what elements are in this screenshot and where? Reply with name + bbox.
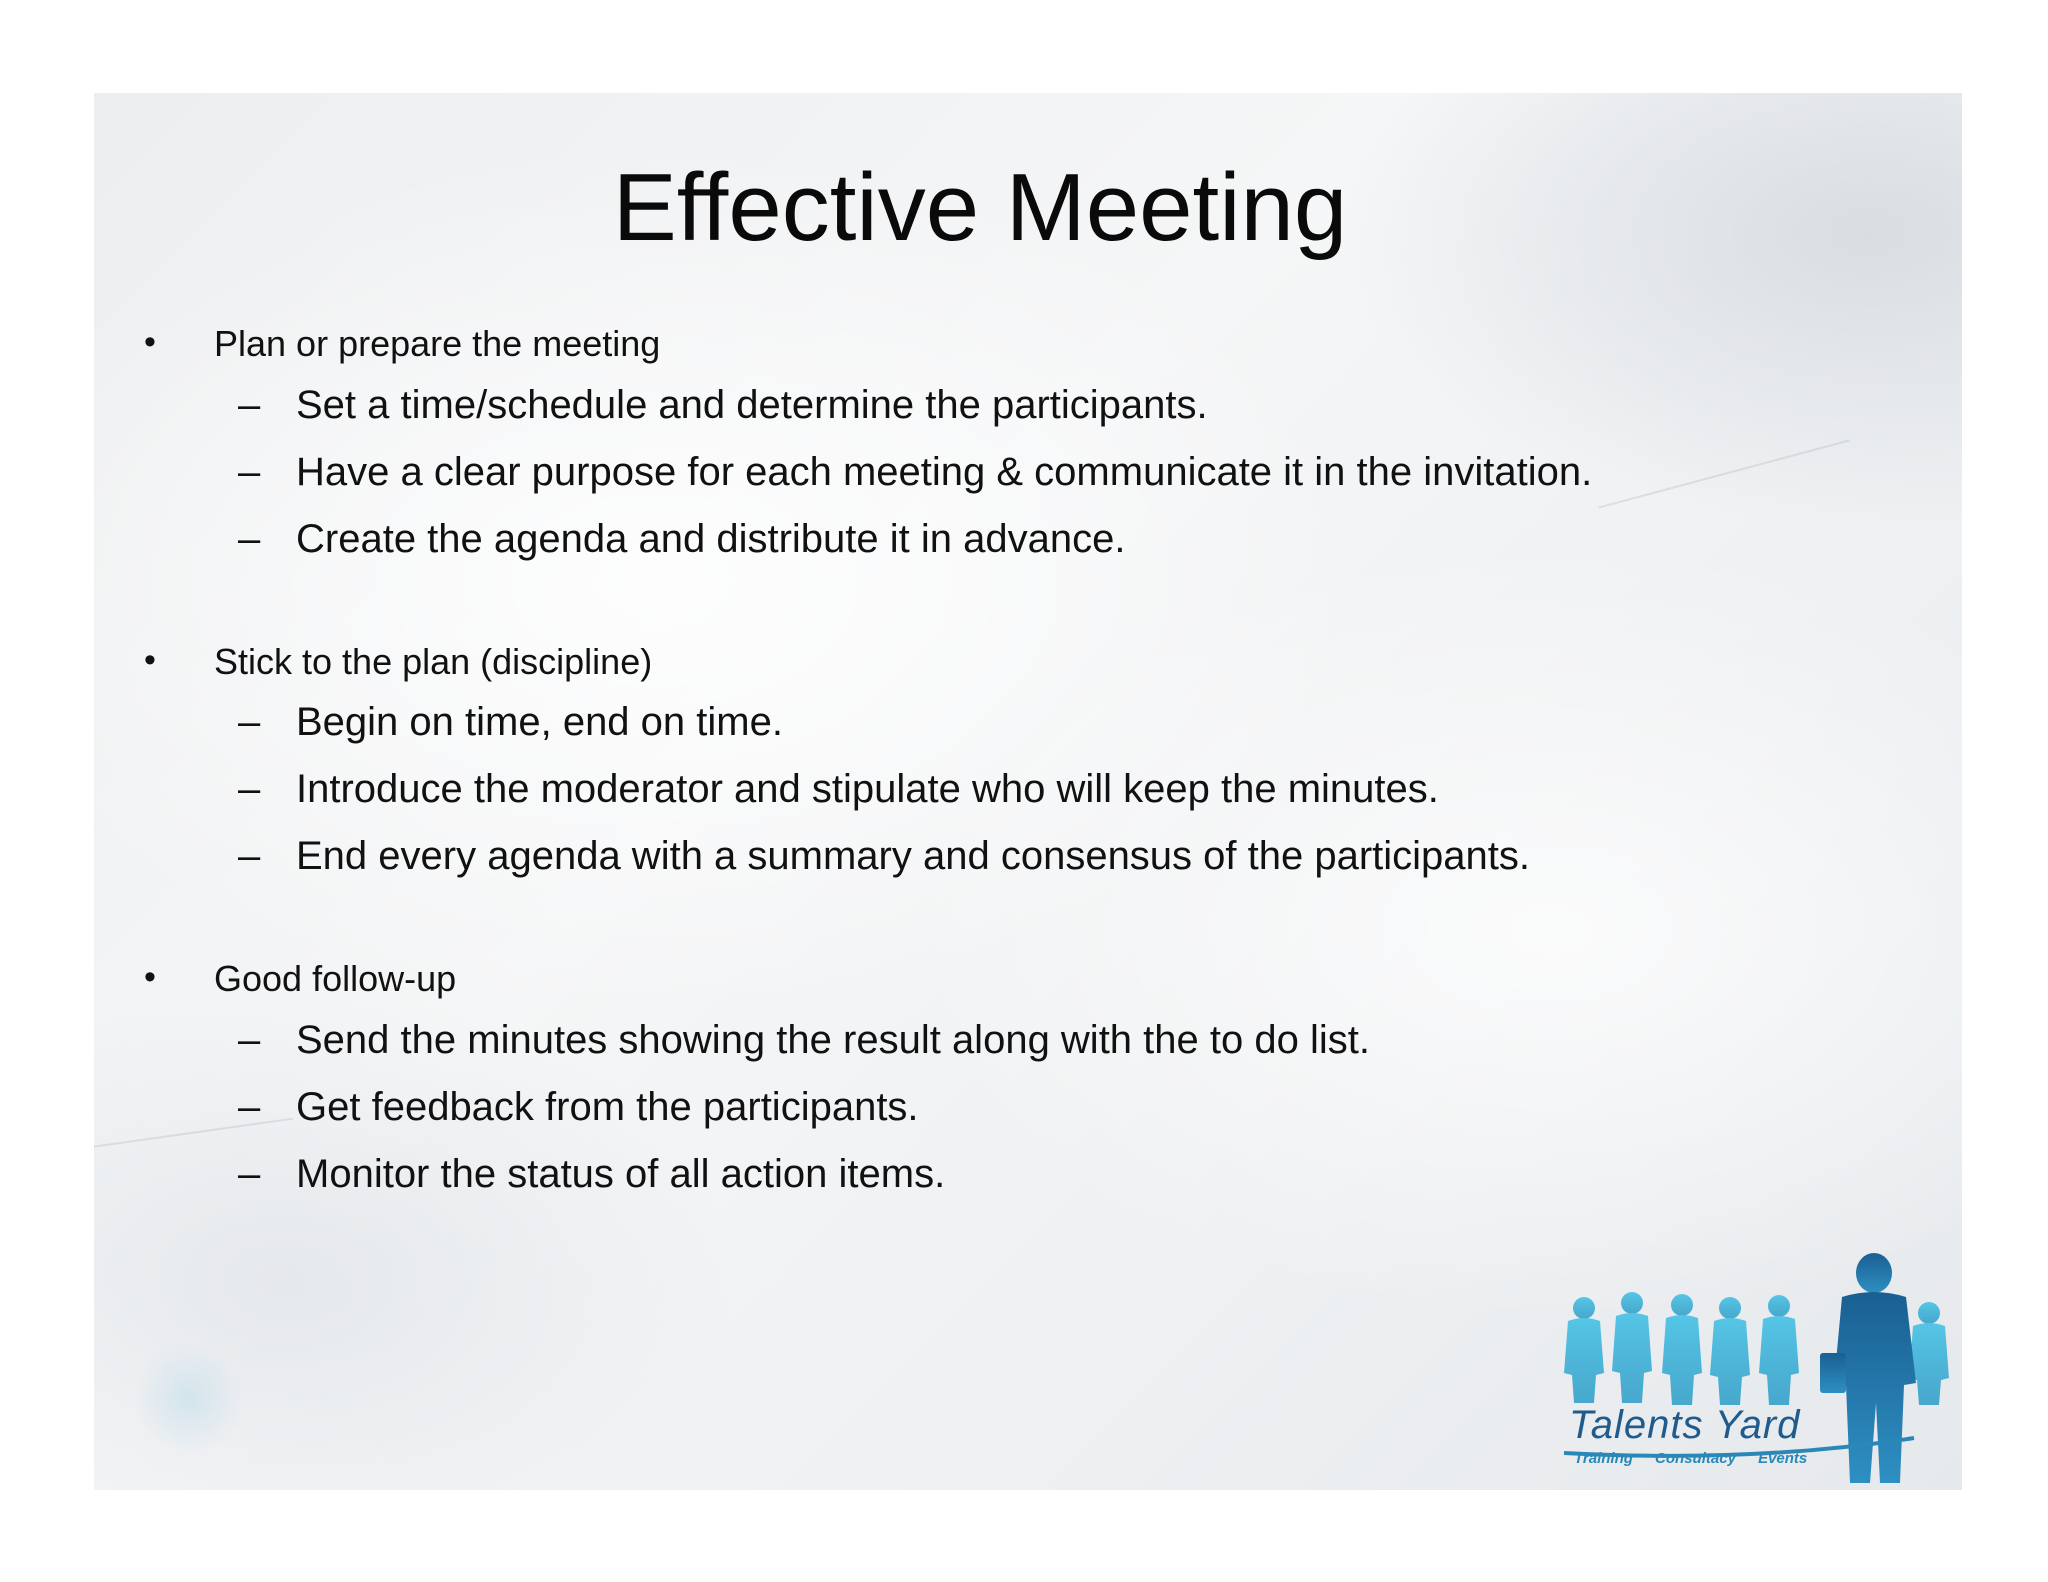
dash-icon: – — [238, 1085, 261, 1129]
bullet-icon: • — [144, 323, 156, 361]
dash-icon: – — [238, 1018, 261, 1062]
bullet-heading: Plan or prepare the meeting — [214, 323, 661, 364]
sub-bullet-text: End every agenda with a summary and consensus of the participants. — [296, 834, 1531, 878]
sub-bullet-text: Set a time/schedule and determine the participants. — [296, 383, 1208, 427]
talents-yard-logo-icon — [1554, 1253, 1954, 1483]
bullet-heading: Stick to the plan (discipline) — [214, 641, 653, 682]
dash-icon: – — [238, 450, 261, 494]
background-streak — [94, 1118, 293, 1151]
sub-bullet-text: Get feedback from the participants. — [296, 1085, 919, 1129]
sub-bullet-text: Create the agenda and distribute it in advance. — [296, 517, 1126, 561]
dash-icon: – — [238, 517, 261, 561]
bullet-icon: • — [144, 641, 156, 679]
background-streak — [1598, 439, 1850, 508]
sub-bullet-text: Monitor the status of all action items. — [296, 1152, 946, 1196]
sub-bullet-text: Send the minutes showing the result along with the to do list. — [296, 1018, 1370, 1062]
dash-icon: – — [238, 383, 261, 427]
dash-icon: – — [238, 767, 261, 811]
bullet-heading: Good follow-up — [214, 958, 457, 999]
background-bubble — [134, 1343, 244, 1453]
sub-bullet-text: Have a clear purpose for each meeting & communicate it in the invitation. — [296, 450, 1593, 494]
sub-bullet-text: Begin on time, end on time. — [296, 700, 783, 744]
dash-icon: – — [238, 1152, 261, 1196]
slide — [94, 93, 1962, 1490]
sub-bullet-text: Introduce the moderator and stipulate who will keep the minutes. — [296, 767, 1439, 811]
logo-tagline: Training Consultacy Events — [1574, 1450, 1808, 1467]
logo-name: Talents Yard — [1569, 1403, 1801, 1447]
slide-title: Effective Meeting — [612, 154, 1348, 261]
dash-icon: – — [238, 700, 261, 744]
bullet-icon: • — [144, 958, 156, 996]
dash-icon: – — [238, 834, 261, 878]
